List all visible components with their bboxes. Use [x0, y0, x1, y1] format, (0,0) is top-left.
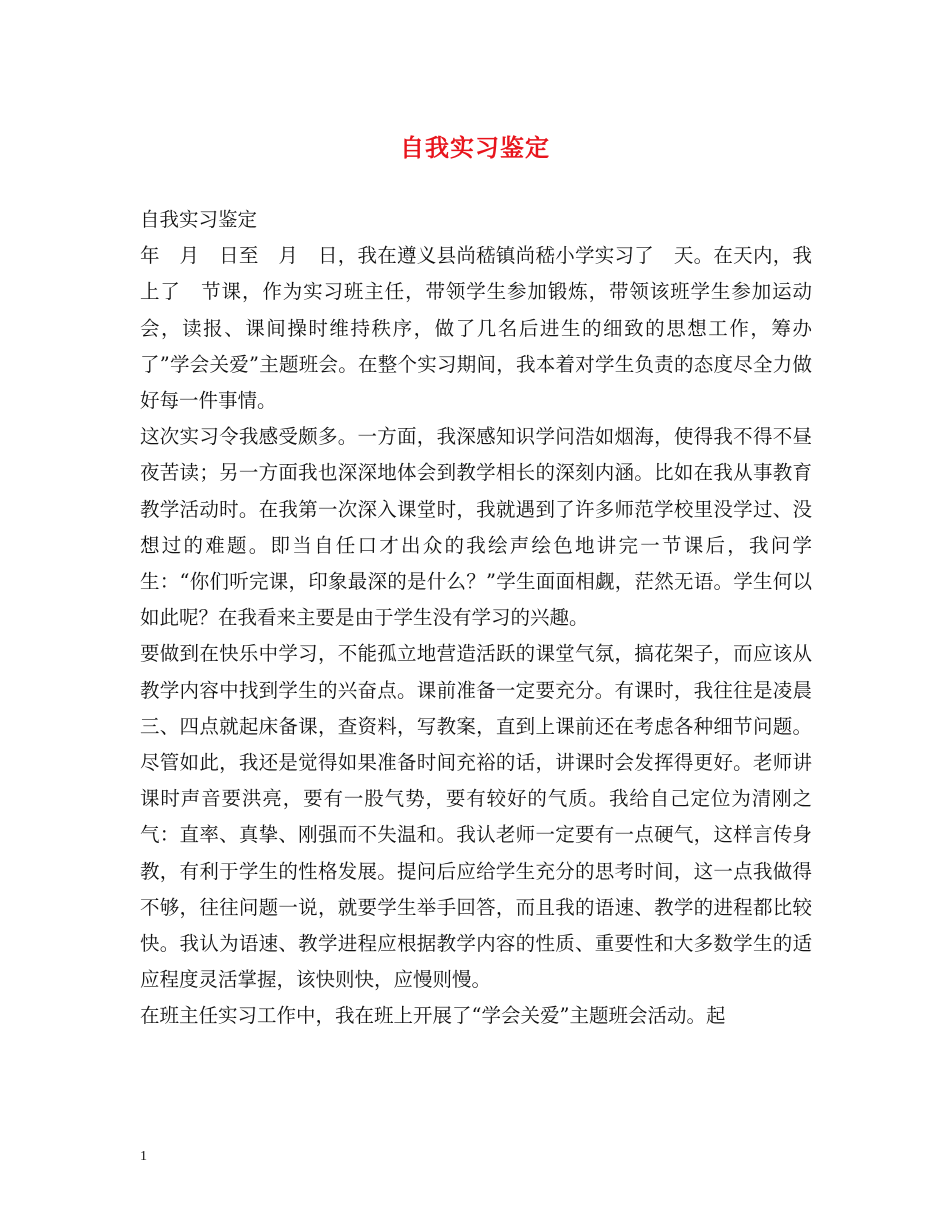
paragraph: 要做到在快乐中学习，不能孤立地营造活跃的课堂气氛，搞花架子，而应该从教学内容中找到学生的兴奋点。课前准备一定要充分。有课时，我往往是凌晨三、四点就起床备课，查资料，写教案，直到上课前还在考虑各种细节问题。尽管如此，我还是觉得如果准备时间充裕的话，讲课时会发挥得更好。老师讲课时声音要洪亮，要有一股气势，要有较好的气质。我给自己定位为清刚之气：直率、真挚、刚强而不失温和。我认老师一定要有一点硬气，这样言传身教，有利于学生的性格发展。提问后应给学生充分的思考时间，这一点我做得不够，往往问题一说，就要学生举手回答，而且我的语速、教学的进程都比较快。我认为语速、教学进程应根据教学内容的性质、重要性和大多数学生的适应程度灵活掌握，该快则快，应慢则慢。 [140, 642, 812, 992]
document-body [140, 202, 812, 1035]
paragraph: 年 月 日至 月 日，我在遵义县尚嵇镇尚嵇小学实习了 天。在天内，我上了 节课，作为实习班主任，带领学生参加锻炼，带领该班学生参加运动会，读报、课间操时维持秩序，做了几名后进生的细致的思想工作，筹办了”学会关爱”主题班会。在整个实习期间，我本着对学生负责的态度尽全力做好每一件事情。 [140, 244, 812, 413]
paragraph: 这次实习令我感受颇多。一方面，我深感知识学问浩如烟海，使得我不得不昼夜苦读；另一方面我也深深地体会到教学相长的深刻内涵。比如在我从事教育教学活动时。在我第一次深入课堂时，我就遇到了许多师范学校里没学过、没想过的难题。即当自任口才出众的我绘声绘色地讲完一节课后，我问学生：“你们听完课，印象最深的是什么？”学生面面相觑，茫然无语。学生何以如此呢？在我看来主要是由于学生没有学习的兴趣。 [140, 425, 812, 630]
paragraph: 在班主任实习工作中，我在班上开展了“学会关爱”主题班会活动。起 [140, 1004, 726, 1028]
document-title: 自我实习鉴定 [400, 133, 550, 162]
paragraph-heading: 自我实习鉴定 [140, 208, 258, 231]
page-number: 1 [140, 1149, 147, 1164]
